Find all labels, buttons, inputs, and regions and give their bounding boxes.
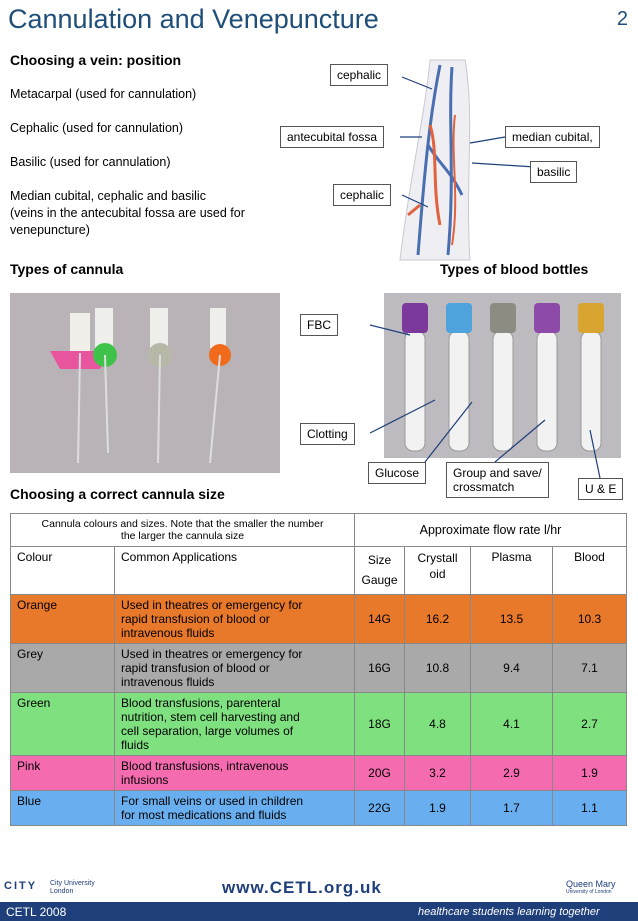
col-plasma: Plasma	[471, 547, 553, 595]
bottles-heading: Types of blood bottles	[440, 261, 589, 277]
row-colour: Grey	[11, 644, 115, 693]
row-colour: Blue	[11, 791, 115, 826]
col-size	[355, 547, 405, 595]
col-crystalloid-line2: oid	[429, 567, 446, 581]
row-gauge: 14G	[355, 595, 405, 644]
row-application-line: For small veins or used in children	[121, 794, 304, 808]
col-size-line1: Size	[367, 553, 392, 567]
row-application	[115, 644, 355, 693]
row-application-line: infusions	[121, 773, 169, 787]
label-ue: U & E	[578, 478, 623, 500]
row-application	[115, 595, 355, 644]
row-plasma: 1.7	[471, 791, 553, 826]
row-application	[115, 756, 355, 791]
label-clotting: Clotting	[300, 423, 355, 445]
city-logo: CITY	[4, 880, 38, 892]
city-logo-text	[50, 880, 95, 896]
cannula-grey	[148, 308, 172, 463]
row-blood: 1.1	[553, 791, 627, 826]
size-heading: Choosing a correct cannula size	[10, 486, 225, 502]
label-cephalic-top: cephalic	[330, 64, 388, 86]
row-application-line: Used in theatres or emergency for	[121, 598, 303, 612]
row-gauge: 18G	[355, 693, 405, 756]
table-body	[11, 595, 627, 826]
row-application-line: cell separation, large volumes of	[121, 724, 294, 738]
row-application-line: rapid transfusion of blood or	[121, 661, 270, 675]
row-colour: Pink	[11, 756, 115, 791]
col-blood: Blood	[553, 547, 627, 595]
label-glucose: Glucose	[368, 462, 426, 484]
row-blood: 2.7	[553, 693, 627, 756]
label-antecubital-fossa: antecubital fossa	[280, 126, 384, 148]
row-application-line: Used in theatres or emergency for	[121, 647, 303, 661]
table-row	[11, 595, 627, 644]
page-title: Cannulation and Venepuncture	[8, 4, 379, 34]
qm-logo	[566, 880, 616, 896]
label-cephalic-bottom: cephalic	[333, 184, 391, 206]
vein-item: Cephalic (used for cannulation)	[10, 121, 184, 135]
col-applications: Common Applications	[115, 547, 355, 595]
row-crystalloid: 4.8	[405, 693, 471, 756]
veins-heading: Choosing a vein: position	[10, 52, 182, 68]
flow-rate-header: Approximate flow rate l/hr	[355, 514, 627, 547]
label-median-cubital: median cubital,	[505, 126, 600, 148]
cannula-green	[93, 308, 117, 453]
row-crystalloid: 10.8	[405, 644, 471, 693]
cetl-url[interactable]: www.CETL.org.uk	[222, 878, 382, 897]
row-crystalloid: 16.2	[405, 595, 471, 644]
table-caption-line1: Cannula colours and sizes. Note that the smaller the number	[41, 518, 324, 530]
row-blood: 1.9	[553, 756, 627, 791]
table-caption-line2: the larger the cannula size	[120, 530, 245, 542]
city-logo-line2: London	[50, 888, 74, 895]
tagline: healthcare students learning together	[418, 906, 600, 918]
label-group-save-line1: Group and save/	[453, 466, 542, 480]
row-blood: 10.3	[553, 595, 627, 644]
vein-item: Metacarpal (used for cannulation)	[10, 87, 197, 101]
table-row	[11, 693, 627, 756]
bottle-arrows	[300, 300, 630, 480]
page-number: 2	[616, 8, 628, 30]
label-fbc: FBC	[300, 314, 338, 336]
row-plasma: 13.5	[471, 595, 553, 644]
vein-note: venepuncture)	[10, 223, 90, 237]
row-application-line: intravenous fluids	[121, 626, 215, 640]
city-logo-line1: City University	[50, 880, 95, 887]
row-gauge: 22G	[355, 791, 405, 826]
row-application	[115, 693, 355, 756]
vein-item: Basilic (used for cannulation)	[10, 155, 171, 169]
vein-list	[10, 86, 295, 239]
col-crystalloid	[405, 547, 471, 595]
table-caption	[11, 514, 355, 547]
table-row	[11, 644, 627, 693]
copyright: CETL 2008	[6, 905, 67, 919]
qm-logo-line1: Queen Mary	[566, 879, 616, 889]
cannula-heading: Types of cannula	[10, 261, 124, 277]
table-row	[11, 791, 627, 826]
label-group-save-line2: crossmatch	[453, 480, 515, 494]
row-plasma: 9.4	[471, 644, 553, 693]
row-application-line: intravenous fluids	[121, 675, 215, 689]
vein-item: Median cubital, cephalic and basilic	[10, 189, 206, 203]
row-colour: Orange	[11, 595, 115, 644]
row-crystalloid: 1.9	[405, 791, 471, 826]
cannula-photo	[10, 293, 280, 473]
row-crystalloid: 3.2	[405, 756, 471, 791]
row-gauge: 16G	[355, 644, 405, 693]
row-application-line: for most medications and fluids	[121, 808, 287, 822]
arm-vein-illustration	[280, 55, 620, 265]
row-gauge: 20G	[355, 756, 405, 791]
col-crystalloid-line1: Crystall	[417, 551, 458, 565]
row-plasma: 4.1	[471, 693, 553, 756]
col-size-line2: Gauge	[361, 573, 398, 587]
footer	[0, 878, 638, 921]
cannula-orange	[209, 308, 231, 463]
col-colour: Colour	[11, 547, 115, 595]
row-application-line: Blood transfusions, parenteral	[121, 696, 281, 710]
cannula-size-table	[10, 513, 627, 826]
row-application	[115, 791, 355, 826]
row-application-line: nutrition, stem cell harvesting and	[121, 710, 300, 724]
row-plasma: 2.9	[471, 756, 553, 791]
row-blood: 7.1	[553, 644, 627, 693]
row-application-line: rapid transfusion of blood or	[121, 612, 270, 626]
row-application-line: fluids	[121, 738, 150, 752]
table-row	[11, 756, 627, 791]
qm-logo-line2: University of London	[566, 889, 612, 895]
row-application-line: Blood transfusions, intravenous	[121, 759, 289, 773]
vein-note: (veins in the antecubital fossa are used for	[10, 206, 245, 220]
row-colour: Green	[11, 693, 115, 756]
label-basilic: basilic	[530, 161, 577, 183]
